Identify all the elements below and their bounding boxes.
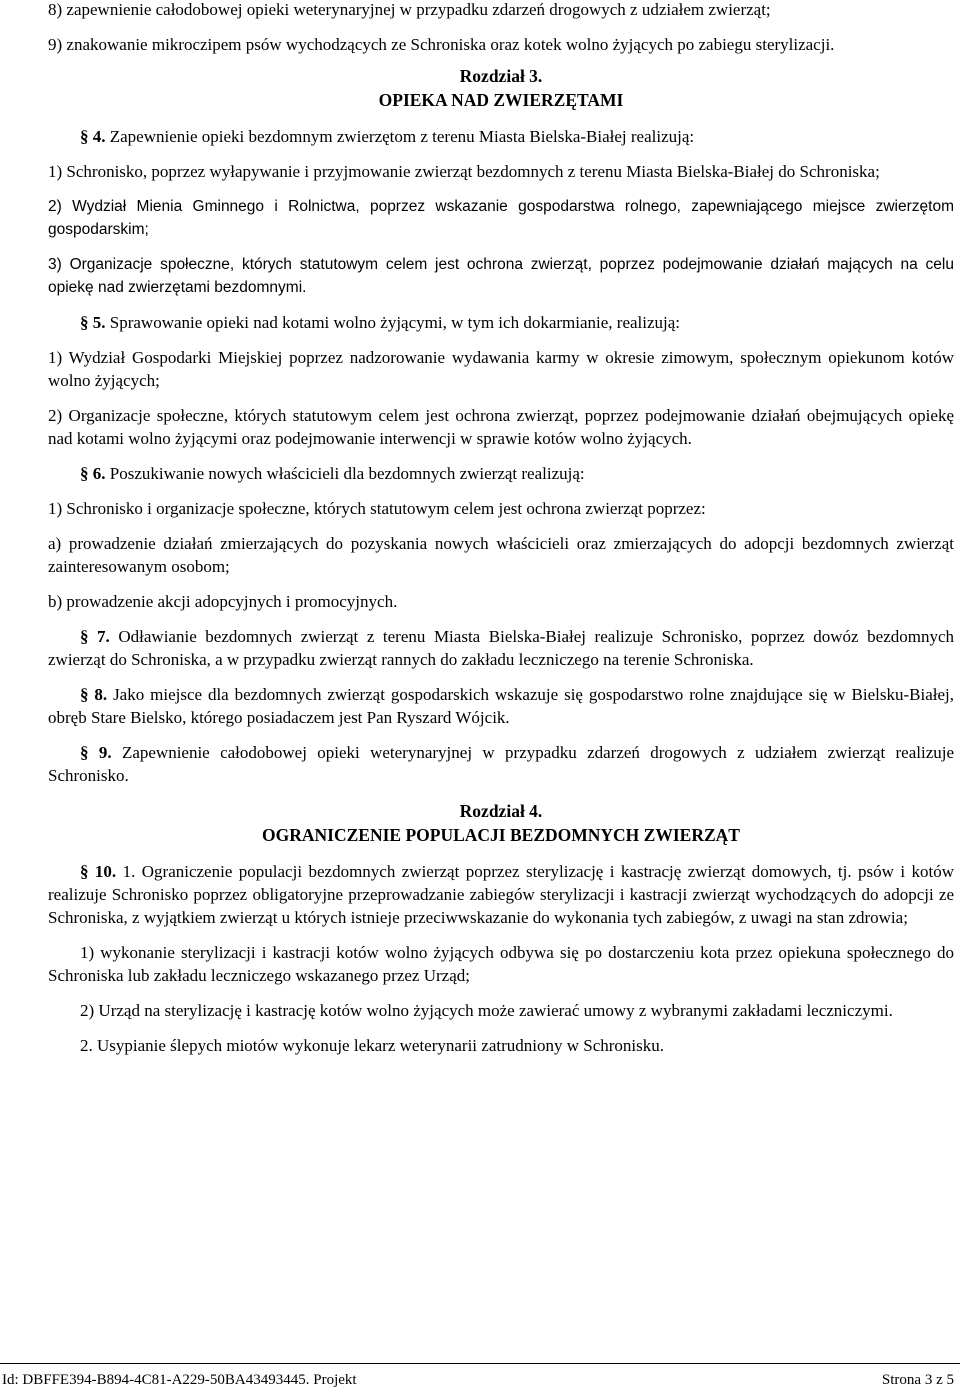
paragraph-2: 2. Usypianie ślepych miotów wykonuje lekarz weterynarii zatrudniony w Schronisku.: [80, 1036, 665, 1055]
section-7: [48, 625, 954, 671]
section-number: § 7.: [80, 627, 110, 646]
list-item: 2) Urząd na sterylizację i kastrację kotów wolno żyjących może zawierać umowy z wybranymi zakładami leczniczymi.: [80, 1001, 893, 1020]
section-number: § 4.: [80, 127, 106, 146]
page-number: Strona 3 z 5: [881, 1372, 954, 1388]
chapter-label: Rozdział 4.: [459, 801, 543, 821]
section-text: Sprawowanie opieki nad kotami wolno żyjącymi, w tym ich dokarmianie, realizują:: [109, 313, 681, 332]
list-item-9: 9) znakowanie mikroczipem psów wychodzących ze Schroniska oraz kotek wolno żyjących po zabiegu sterylizacji.: [48, 35, 835, 54]
section-10: [48, 860, 954, 929]
section-text: Odławianie bezdomnych zwierząt z terenu Miasta Bielska-Białej realizuje Schronisko, poprzez dowóz bezdomnych zwierząt do Schroniska, a w przypadku zwierząt rannych do zakładu leczniczego na terenie Schroniska.: [48, 627, 955, 669]
section-6: [48, 462, 954, 485]
document-page: [48, 0, 954, 1057]
section-text: Zapewnienie opieki bezdomnym zwierzętom z terenu Miasta Bielska-Białej realizują:: [109, 127, 695, 146]
section-8: [48, 683, 954, 729]
document-id: Id: DBFFE394-B894-4C81-A229-50BA43493445. Projekt: [2, 1372, 357, 1388]
list-item: 2) Organizacje społeczne, których statutowym celem jest ochrona zwierząt, poprzez podejmowanie działań obejmujących opiekę nad kotami wolno żyjącymi oraz podejmowanie interwencji w sprawie kotów wolno żyjących.: [48, 406, 954, 448]
section-number: § 9.: [80, 743, 112, 762]
list-item: 1) Wydział Gospodarki Miejskiej poprzez nadzorowanie wydawania karmy w okresie zimowym, społecznym opiekunom kotów wolno żyjących;: [48, 348, 954, 390]
list-item: 2) Wydział Mienia Gminnego i Rolnictwa, poprzez wskazanie gospodarstwa rolnego, zapewniającego miejsce zwierzętom gospodarskim;: [48, 198, 954, 238]
section-number: § 5.: [80, 313, 106, 332]
section-number: § 10.: [80, 862, 117, 881]
chapter-label: Rozdział 3.: [459, 66, 543, 86]
list-item: 3) Organizacje społeczne, których statutowym celem jest ochrona zwierząt, poprzez podejmowanie działań mających na celu opiekę nad zwierzętami bezdomnymi.: [48, 256, 954, 296]
section-text: Jako miejsce dla bezdomnych zwierząt gospodarskich wskazuje się gospodarstwo rolne znajdujące się w Bielsku-Białej, obręb Stare Bielsko, którego posiadaczem jest Pan Ryszard Wójcik.: [48, 685, 955, 727]
section-text: Zapewnienie całodobowej opieki weterynaryjnej w przypadku zdarzeń drogowych z udziałem zwierząt realizuje Schronisko.: [48, 743, 955, 785]
list-item: 1) Schronisko, poprzez wyłapywanie i przyjmowanie zwierząt bezdomnych z terenu Miasta Bielska-Białej do Schroniska;: [48, 162, 880, 181]
section-9: [48, 741, 954, 787]
list-item: b) prowadzenie akcji adopcyjnych i promocyjnych.: [48, 592, 398, 611]
chapter-4-heading: [48, 799, 954, 847]
chapter-title: OPIEKA NAD ZWIERZĘTAMI: [378, 90, 624, 110]
list-item: a) prowadzenie działań zmierzających do pozyskania nowych właścicieli oraz zmierzających do adopcji bezdomnych zwierząt zainteresowanym osobom;: [48, 534, 954, 576]
section-5: [48, 311, 954, 334]
section-number: § 8.: [80, 685, 108, 704]
section-text: 1. Ograniczenie populacji bezdomnych zwierząt poprzez sterylizację i kastrację zwierząt domowych, tj. psów i kotów realizuje Schronisko poprzez obligatoryjne przeprowadzanie zabiegów sterylizacji i kastracji zwierząt wychodzących do adopcji ze Schroniska, z wyjątkiem zwierząt u których istnieje przeciwwskazanie do wykonania tych zabiegów, z uwagi na stan zdrowia;: [48, 862, 955, 927]
chapter-3-heading: [48, 64, 954, 112]
section-text: Poszukiwanie nowych właścicieli dla bezdomnych zwierząt realizują:: [109, 464, 585, 483]
list-item: 1) wykonanie sterylizacji i kastracji kotów wolno żyjących odbywa się po dostarczeniu kota przez opiekuna społecznego do Schroniska lub zakładu leczniczego wskazanego przez Urząd;: [48, 943, 954, 985]
list-item-8: 8) zapewnienie całodobowej opieki weterynaryjnej w przypadku zdarzeń drogowych z udziałem zwierząt;: [48, 0, 771, 19]
section-4: [48, 125, 954, 148]
section-number: § 6.: [80, 464, 106, 483]
page-footer: [0, 1363, 960, 1392]
list-item: 1) Schronisko i organizacje społeczne, których statutowym celem jest ochrona zwierząt poprzez:: [48, 499, 706, 518]
chapter-title: OGRANICZENIE POPULACJI BEZDOMNYCH ZWIERZĄT: [262, 825, 740, 845]
